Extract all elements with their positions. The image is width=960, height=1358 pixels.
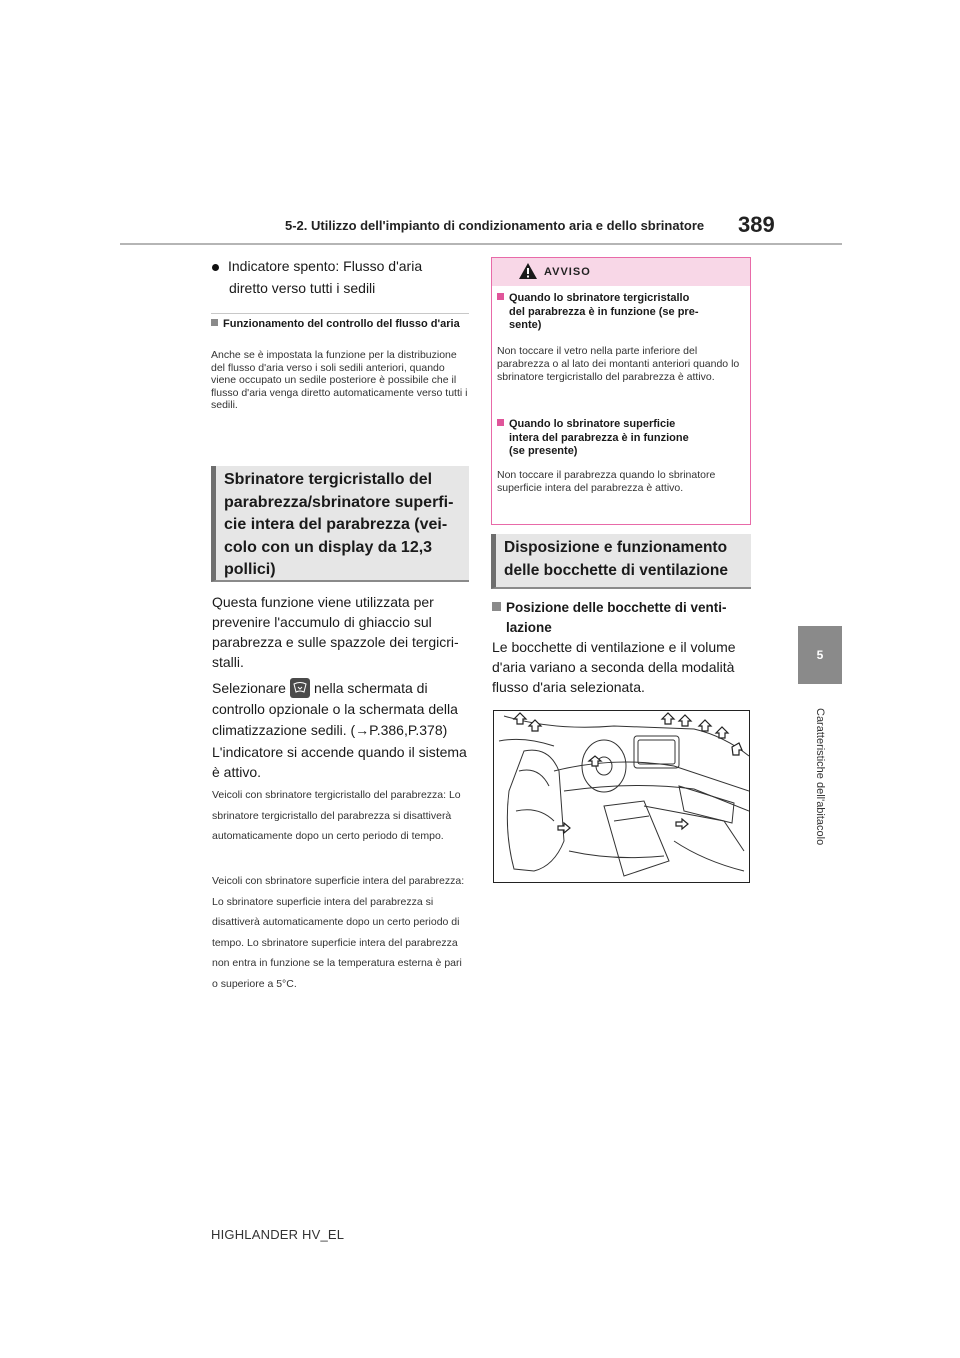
footer-model: HIGHLANDER HV_EL (211, 1227, 345, 1242)
note-wiper-defroster: Veicoli con sbrinatore tergicristallo del parabrezza: Lo sbrinatore tergicristallo del parabrezza si disattiverà automaticamente dopo un certo periodo di tempo. (212, 789, 461, 842)
note-full-defroster: Veicoli con sbrinatore superficie intera del parabrezza: Lo sbrinatore superficie intera del parabrezza si disattiverà automaticamente dopo un certo periodo di tempo. Lo sbrinatore superficie intera del parabrezza non entra in funzione se la temperatura esterna è pari o superiore a 5°C. (212, 875, 465, 990)
page-number: 389 (738, 212, 775, 237)
warning2-heading: Quando lo sbrinatore superficie intera del parabrezza è in funzione (se presente) (497, 418, 737, 459)
vent-paragraph: Le bocchette di ventilazione e il volume d'aria variano a seconda della modalità flusso d'aria selezionata. (492, 639, 736, 695)
bullet-line-2: diretto verso tutti i sedili (229, 280, 376, 296)
square-bullet-icon (497, 293, 504, 300)
bullet-item (212, 255, 468, 277)
bullet-dot-icon (212, 264, 219, 271)
bullet-line-1: Indicatore spento: Flusso d'aria (228, 258, 423, 274)
square-bullet-icon (211, 319, 218, 326)
paragraph-purpose: Questa funzione viene utilizzata per prevenire l'accumulo di ghiaccio sul parabrezza e sulle spazzole dei tergicri-stalli. (212, 594, 459, 670)
chapter-tab (798, 626, 842, 684)
section-title-vents: Disposizione e funzionamento delle bocchette di ventilazione (491, 534, 751, 589)
vent-position-heading: Posizione delle bocchette di venti- lazione (492, 598, 750, 638)
defroster-icon (290, 678, 310, 698)
chapter-title: Caratteristiche dell'abitacolo (814, 708, 826, 846)
paragraph-indicator: L'indicatore si accende quando il sistema è attivo. (212, 744, 467, 780)
running-header: 5-2. Utilizzo dell'impianto di condizionamento aria e dello sbrinatore (285, 218, 705, 233)
section-title-defroster: Sbrinatore tergicristallo del parabrezza/sbrinatore superfi- cie intera del parabrezza (vei- colo con un display da 12,3 pollici) (211, 466, 469, 582)
car-interior-drawing (494, 711, 750, 883)
divider (211, 313, 469, 314)
warning-triangle-icon (518, 262, 538, 280)
paragraph-select: Selezionare nella schermata di controllo opzionale o la schermata della climatizzazione sedili. (→P.386,P.378) (212, 680, 458, 738)
vent-location-illustration (493, 710, 750, 883)
note-body: Anche se è impostata la funzione per la distribuzione del flusso d'aria verso i soli sedili anteriori, quando viene occupato un sedile posteriore è possibile che il flusso d'aria venga diretto automaticamente verso tutti i sedili. (211, 349, 468, 412)
warning1-body: Non toccare il vetro nella parte inferiore del parabrezza o al lato dei montanti anteriori quando lo sbrinatore tergicristallo del parabrezza è attivo. (497, 345, 740, 383)
note-heading: Funzionamento del controllo del flusso d'aria (211, 318, 469, 331)
chapter-number: 5 (816, 648, 824, 662)
header-rule (120, 243, 842, 245)
warning2-body: Non toccare il parabrezza quando lo sbrinatore superficie intera del parabrezza è attivo. (497, 469, 716, 494)
warning-title: AVVISO (544, 266, 591, 278)
square-bullet-icon (492, 602, 501, 611)
warning1-heading: Quando lo sbrinatore tergicristallo del parabrezza è in funzione (se pre- sente) (497, 292, 737, 333)
square-bullet-icon (497, 419, 504, 426)
